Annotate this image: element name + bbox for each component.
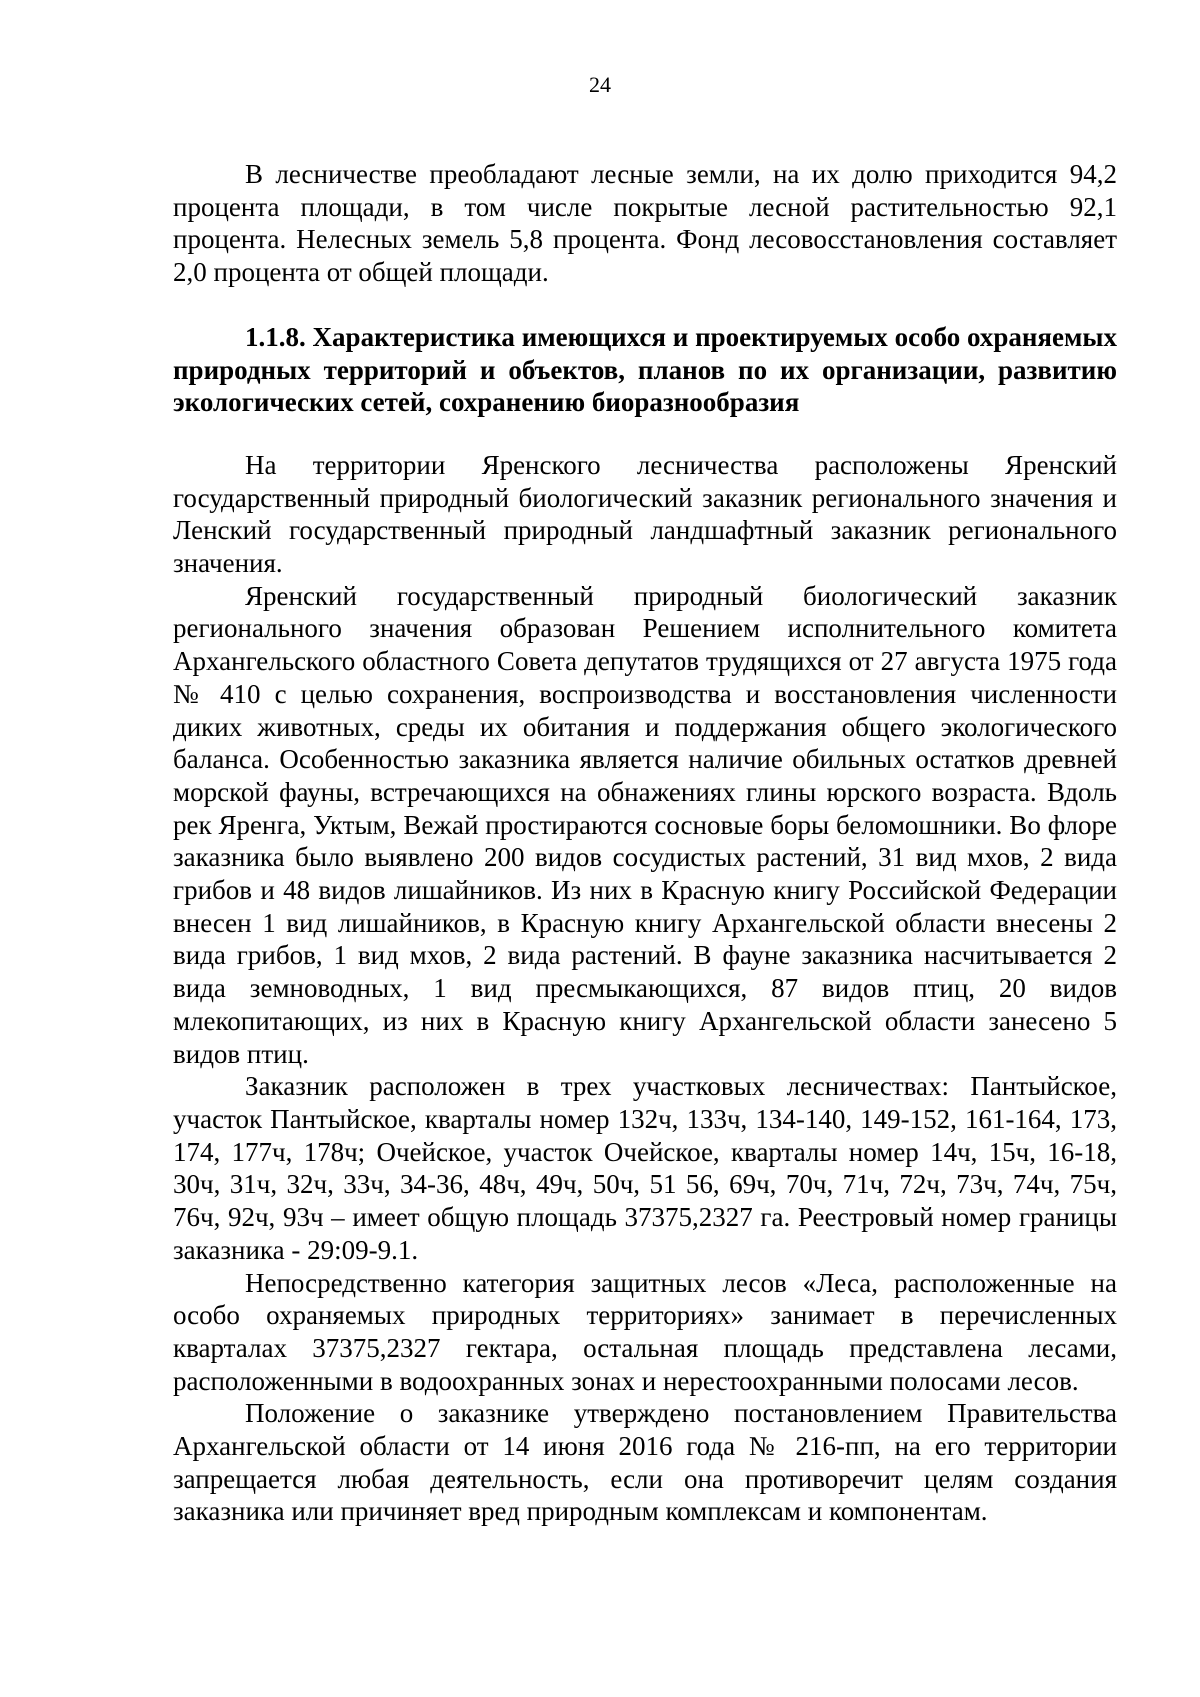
page-number: 24 <box>589 72 611 97</box>
paragraph-reserve-regulation: Положение о заказнике утверждено постановлением Правительства Архангельской области от 14 июня 2016 года № 216-пп, на его территории запрещается любая деятельность, если она противоречит целям создания заказника или причиняет вред природным комплексам и компонентам. <box>173 1398 1117 1527</box>
paragraph-yarensky-reserve: Яренский государственный природный биологический заказник регионального значения образован Решением исполнительного комитета Архангельского областного Совета депутатов трудящихся от 27 августа 1975 года № 410 с целью сохранения, воспроизводства и восстановления численности диких животных, среды их обитания и поддержания общего экологического баланса. Особенностью заказника является наличие обильных остатков древней морской фауны, встречающихся на обнажениях глины юрского возраста. Вдоль рек Яренга, Уктым, Вежай простираются сосновые боры беломошники. Во флоре заказника было выявлено 200 видов сосудистых растений, 31 вид мхов, 2 вида грибов и 48 видов лишайников. Из них в Красную книгу Российской Федерации внесен 1 вид лишайников, в Красную книгу Архангельской области внесены 2 вида грибов, 1 вид мхов, 2 вида растений. В фауне заказника насчитывается 2 вида земноводных, 1 вид пресмыкающихся, 87 видов птиц, 20 видов млекопитающих, из них в Красную книгу Архангельской области занесено 5 видов птиц. <box>173 580 1117 1069</box>
paragraph-protective-forests: Непосредственно категория защитных лесов «Леса, расположенные на особо охраняемых природных территориях» занимает в перечисленных кварталах 37375,2327 гектара, остальная площадь представлена лесами, расположенными в водоохранных зонах и нерестоохранными полосами лесов. <box>173 1267 1117 1396</box>
paragraph-reserve-location: Заказник расположен в трех участковых лесничествах: Пантыйское, участок Пантыйское, кварталы номер 132ч, 133ч, 134-140, 149-152, 161-164, 173, 174, 177ч, 178ч; Очейское, участок Очейское, кварталы номер 14ч, 15ч, 16-18, 30ч, 31ч, 32ч, 33ч, 34-36, 48ч, 49ч, 50ч, 51 56, 69ч, 70ч, 71ч, 72ч, 73ч, 74ч, 75ч, 76ч, 92ч, 93ч – имеет общую площадь 37375,2327 га. Реестровый номер границы заказника - 29:09-9.1. <box>173 1071 1117 1265</box>
paragraph-reserves-overview: На территории Яренского лесничества расположены Яренский государственный природный биологический заказник регионального значения и Ленский государственный природный ландшафтный заказник регионального значения. <box>173 449 1117 579</box>
paragraph-forest-lands: В лесничестве преобладают лесные земли, на их долю приходится 94,2 процента площади, в том числе покрытые лесной растительностью 92,1 процента. Нелесных земель 5,8 процента. Фонд лесовосстановления составляет 2,0 процента от общей площади. <box>173 159 1117 288</box>
section-heading: 1.1.8. Характеристика имеющихся и проектируемых особо охраняемых природных территорий и объектов, планов по их организации, развитию экологических сетей, сохранению биоразнообразия <box>173 321 1117 418</box>
page-content <box>173 158 1117 1528</box>
